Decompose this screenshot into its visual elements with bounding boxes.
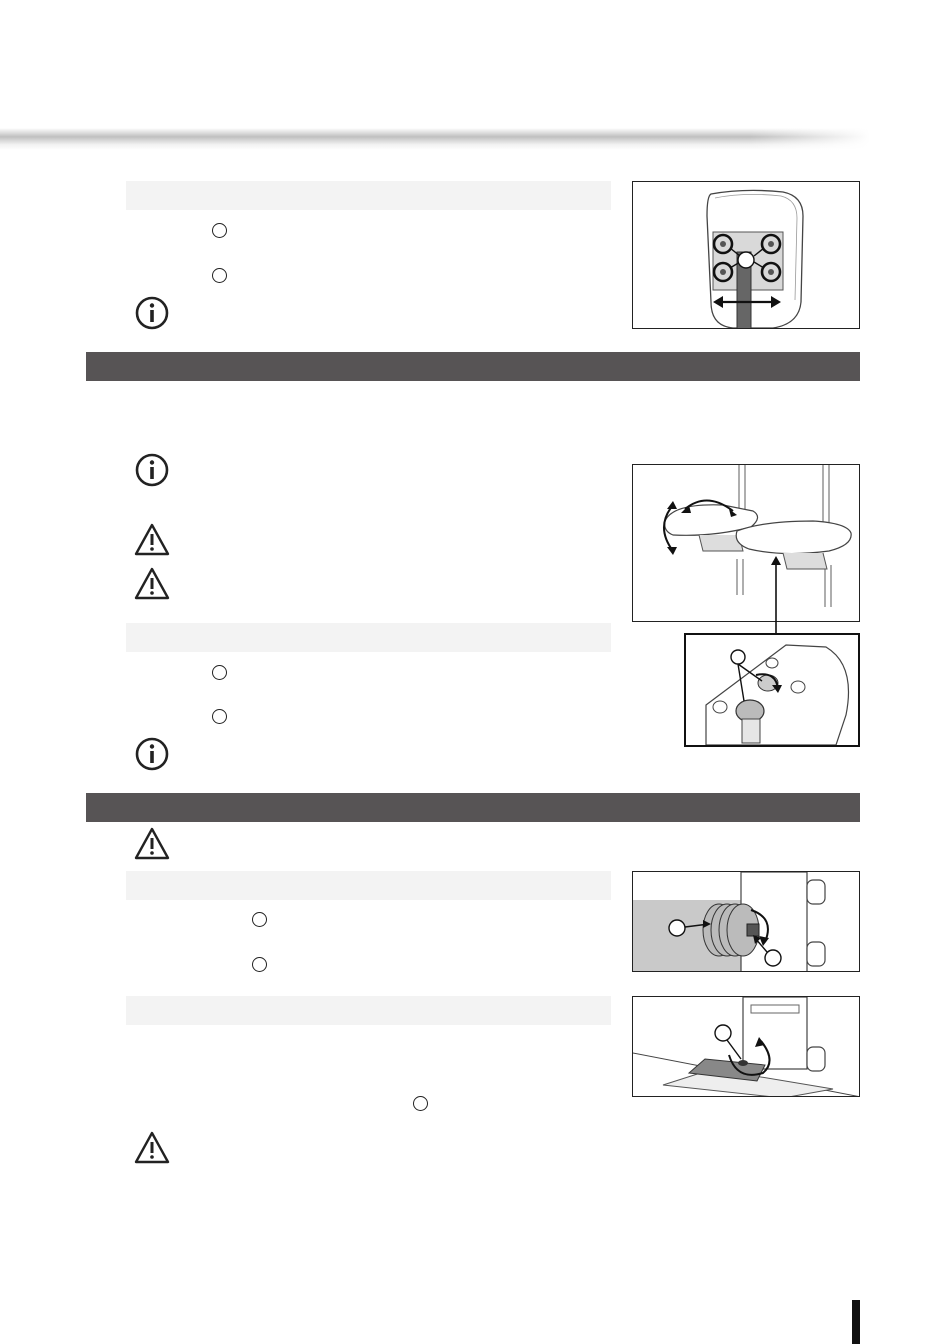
step-marker-circle [212, 665, 227, 680]
figure-armrest-detail [684, 633, 860, 747]
subheading-bar-3a [126, 871, 611, 900]
step-marker-circle [252, 957, 267, 972]
backrest-illustration [633, 182, 860, 329]
armrest-detail-illustration [686, 635, 858, 745]
page-edge-tab [852, 1300, 860, 1344]
warning-icon [134, 826, 170, 862]
step-marker-circle [212, 268, 227, 283]
info-icon [134, 452, 170, 488]
subheading-bar-2 [126, 623, 611, 652]
warning-icon [134, 1130, 170, 1166]
header-divider [0, 128, 870, 150]
figure-armrest-angle [632, 464, 860, 622]
info-icon [134, 736, 170, 772]
warning-icon [134, 522, 170, 558]
heading-bar-2 [86, 352, 860, 381]
step-marker-circle [413, 1096, 428, 1111]
figure-backrest-adjustment [632, 181, 860, 329]
figure-locking-screw [632, 996, 860, 1097]
subheading-bar-1 [126, 181, 611, 210]
armrest-illustration [633, 465, 860, 622]
callout-arrow [770, 556, 782, 636]
info-icon [134, 295, 170, 331]
step-marker-circle [212, 223, 227, 238]
warning-icon [134, 566, 170, 602]
step-marker-circle [252, 912, 267, 927]
step-marker-circle [212, 709, 227, 724]
subheading-bar-3b [126, 996, 611, 1025]
locking-screw-illustration [633, 997, 860, 1097]
heading-bar-3 [86, 793, 860, 822]
spring-adjuster-illustration [633, 872, 860, 972]
figure-spring-adjuster [632, 871, 860, 972]
